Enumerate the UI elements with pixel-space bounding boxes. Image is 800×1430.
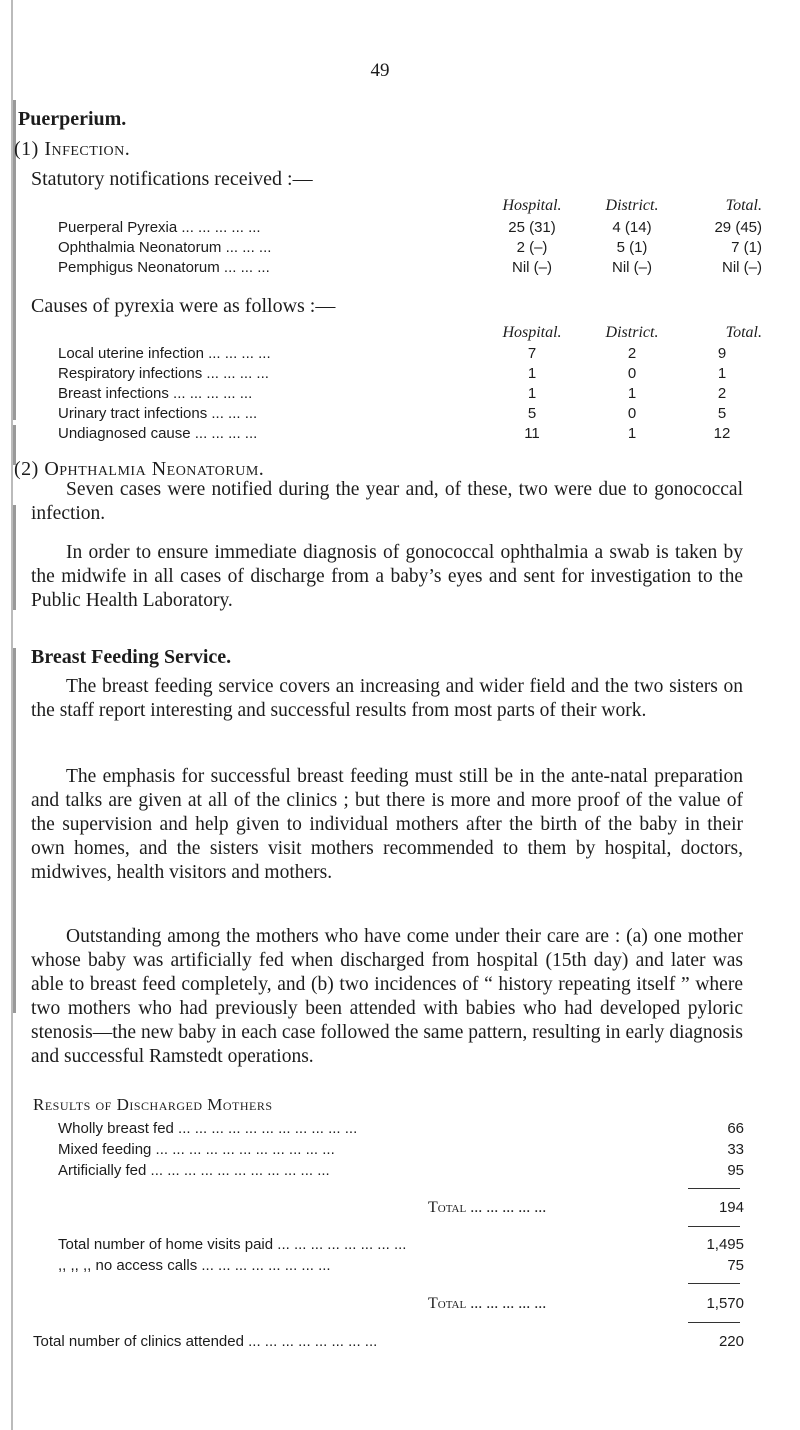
table-cell-value: 33 (727, 1141, 744, 1158)
table-cell-hospital: 1 (527, 365, 537, 382)
table-cell-total: 12 (713, 425, 731, 442)
table-cell-total: 9 (717, 345, 727, 362)
breast-feeding-paragraph-2-text: The emphasis for successful breast feeding must still be in the ante-natal preparation and talks are given at all of the clinics ; but there is more and more proof of the value of the supervision and help given to individual mothers after the birth of the baby in their own homes, and the sisters visit mothers recommended to them by hospital, doctors, midwives, health visitors and mothers. (31, 766, 743, 883)
table-cell-total: 1 (717, 365, 727, 382)
table-row-label: Wholly breast fed ... ... ... ... ... ... ... ... ... ... ... (58, 1120, 358, 1137)
table-cell-value: 220 (718, 1333, 744, 1350)
total-label: Total ... ... ... ... ... (428, 1295, 547, 1312)
total-value: 1,570 (706, 1295, 744, 1312)
table-cell-district: 2 (627, 345, 637, 362)
subsection-heading-ophthalmia: (2) Ophthalmia Neonatorum. (14, 458, 265, 480)
col-header-district: District. (605, 197, 659, 214)
col-header-hospital: Hospital. (502, 197, 562, 214)
breast-feeding-paragraph-1-text: The breast feeding service covers an increasing and wider field and the two sisters on the staff report interesting and successful results from most parts of their work. (31, 676, 743, 721)
table-cell-hospital: Nil (–) (512, 259, 552, 276)
table-cell-total: 2 (717, 385, 727, 402)
col-header-hospital: Hospital. (502, 324, 562, 341)
table-row-label: Total number of home visits paid ... ... ... ... ... ... ... ... (58, 1236, 407, 1253)
table-row-label: Puerperal Pyrexia ... ... ... ... ... (58, 219, 261, 236)
sum-rule (688, 1226, 740, 1227)
col-header-total: Total. (725, 197, 762, 214)
page-number: 49 (370, 60, 390, 81)
ophthalmia-paragraph-1-text: Seven cases were notified during the year and, of these, two were due to gonococcal infection. (31, 479, 743, 524)
table-cell-hospital: 7 (527, 345, 537, 362)
sum-rule (688, 1322, 740, 1323)
table-cell-value: 75 (727, 1257, 744, 1274)
table-cell-total: 29 (45) (714, 219, 762, 236)
table-cell-value: 1,495 (706, 1236, 744, 1253)
ophthalmia-paragraph-1 (31, 478, 743, 526)
section-heading-breast-feeding: Breast Feeding Service. (31, 646, 232, 668)
total-label: Total ... ... ... ... ... (428, 1199, 547, 1216)
ophthalmia-paragraph-2-text: In order to ensure immediate diagnosis of gonococcal ophthalmia a swab is taken by the midwife in all cases of discharge from a baby’s eyes and sent for investigation to the Public Health Laboratory. (31, 542, 743, 611)
scan-bracket-mark (13, 505, 16, 610)
table-cell-district: 1 (627, 425, 637, 442)
table-row-label: Undiagnosed cause ... ... ... ... (58, 425, 258, 442)
table-row-label: Breast infections ... ... ... ... ... (58, 385, 253, 402)
statutory-intro: Statutory notifications received :— (31, 168, 313, 190)
table-cell-hospital: 25 (31) (508, 219, 556, 236)
table-cell-total: Nil (–) (722, 259, 762, 276)
table-row-label: Total number of clinics attended ... ... ... ... ... ... ... ... (33, 1333, 378, 1350)
total-value: 194 (718, 1199, 744, 1216)
table-cell-hospital: 5 (527, 405, 537, 422)
table-row-label: Artificially fed ... ... ... ... ... ... ... ... ... ... ... (58, 1162, 330, 1179)
table-cell-value: 66 (727, 1120, 744, 1137)
table-row-label: ,, ,, ,, no access calls ... ... ... ... ... ... ... ... (58, 1257, 331, 1274)
sum-rule (688, 1188, 740, 1189)
results-heading: Results of Discharged Mothers (33, 1095, 273, 1114)
causes-intro: Causes of pyrexia were as follows :— (31, 295, 336, 317)
scan-bracket-mark (13, 648, 16, 1013)
table-row-label: Ophthalmia Neonatorum ... ... ... (58, 239, 272, 256)
table-row-label: Mixed feeding ... ... ... ... ... ... ... ... ... ... ... (58, 1141, 335, 1158)
table-cell-district: Nil (–) (612, 259, 652, 276)
breast-feeding-paragraph-3 (31, 925, 743, 1069)
table-cell-value: 95 (727, 1162, 744, 1179)
breast-feeding-paragraph-2 (31, 765, 743, 885)
table-cell-district: 4 (14) (612, 219, 652, 236)
table-cell-district: 0 (627, 405, 637, 422)
table-cell-district: 5 (1) (616, 239, 648, 256)
breast-feeding-paragraph-1 (31, 675, 743, 723)
table-cell-total: 5 (717, 405, 727, 422)
table-cell-hospital: 2 (–) (516, 239, 548, 256)
table-cell-hospital: 1 (527, 385, 537, 402)
table-cell-district: 0 (627, 365, 637, 382)
section-heading-puerperium: Puerperium. (18, 108, 127, 130)
table-cell-hospital: 11 (524, 425, 540, 442)
subsection-heading-infection: (1) Infection. (14, 138, 131, 160)
breast-feeding-paragraph-3-text: Outstanding among the mothers who have come under their care are : (a) one mother whose baby was artificially fed when discharged from hospital (15th day) and later was able to breast feed completely, and (b) two incidences of “ history repeating itself ” where two mothers who had previously been attended with babies who had developed pyloric stenosis—the new baby in each case followed the same pattern, resulting in early diagnosis and successful Ramstedt operations. (31, 926, 743, 1067)
ophthalmia-paragraph-2 (31, 541, 743, 613)
table-row-label: Pemphigus Neonatorum ... ... ... (58, 259, 270, 276)
col-header-total: Total. (725, 324, 762, 341)
sum-rule (688, 1283, 740, 1284)
table-row-label: Urinary tract infections ... ... ... (58, 405, 258, 422)
table-row-label: Respiratory infections ... ... ... ... (58, 365, 269, 382)
table-row-label: Local uterine infection ... ... ... ... (58, 345, 271, 362)
table-cell-district: 1 (627, 385, 637, 402)
table-cell-total: 7 (1) (731, 239, 762, 256)
col-header-district: District. (605, 324, 659, 341)
